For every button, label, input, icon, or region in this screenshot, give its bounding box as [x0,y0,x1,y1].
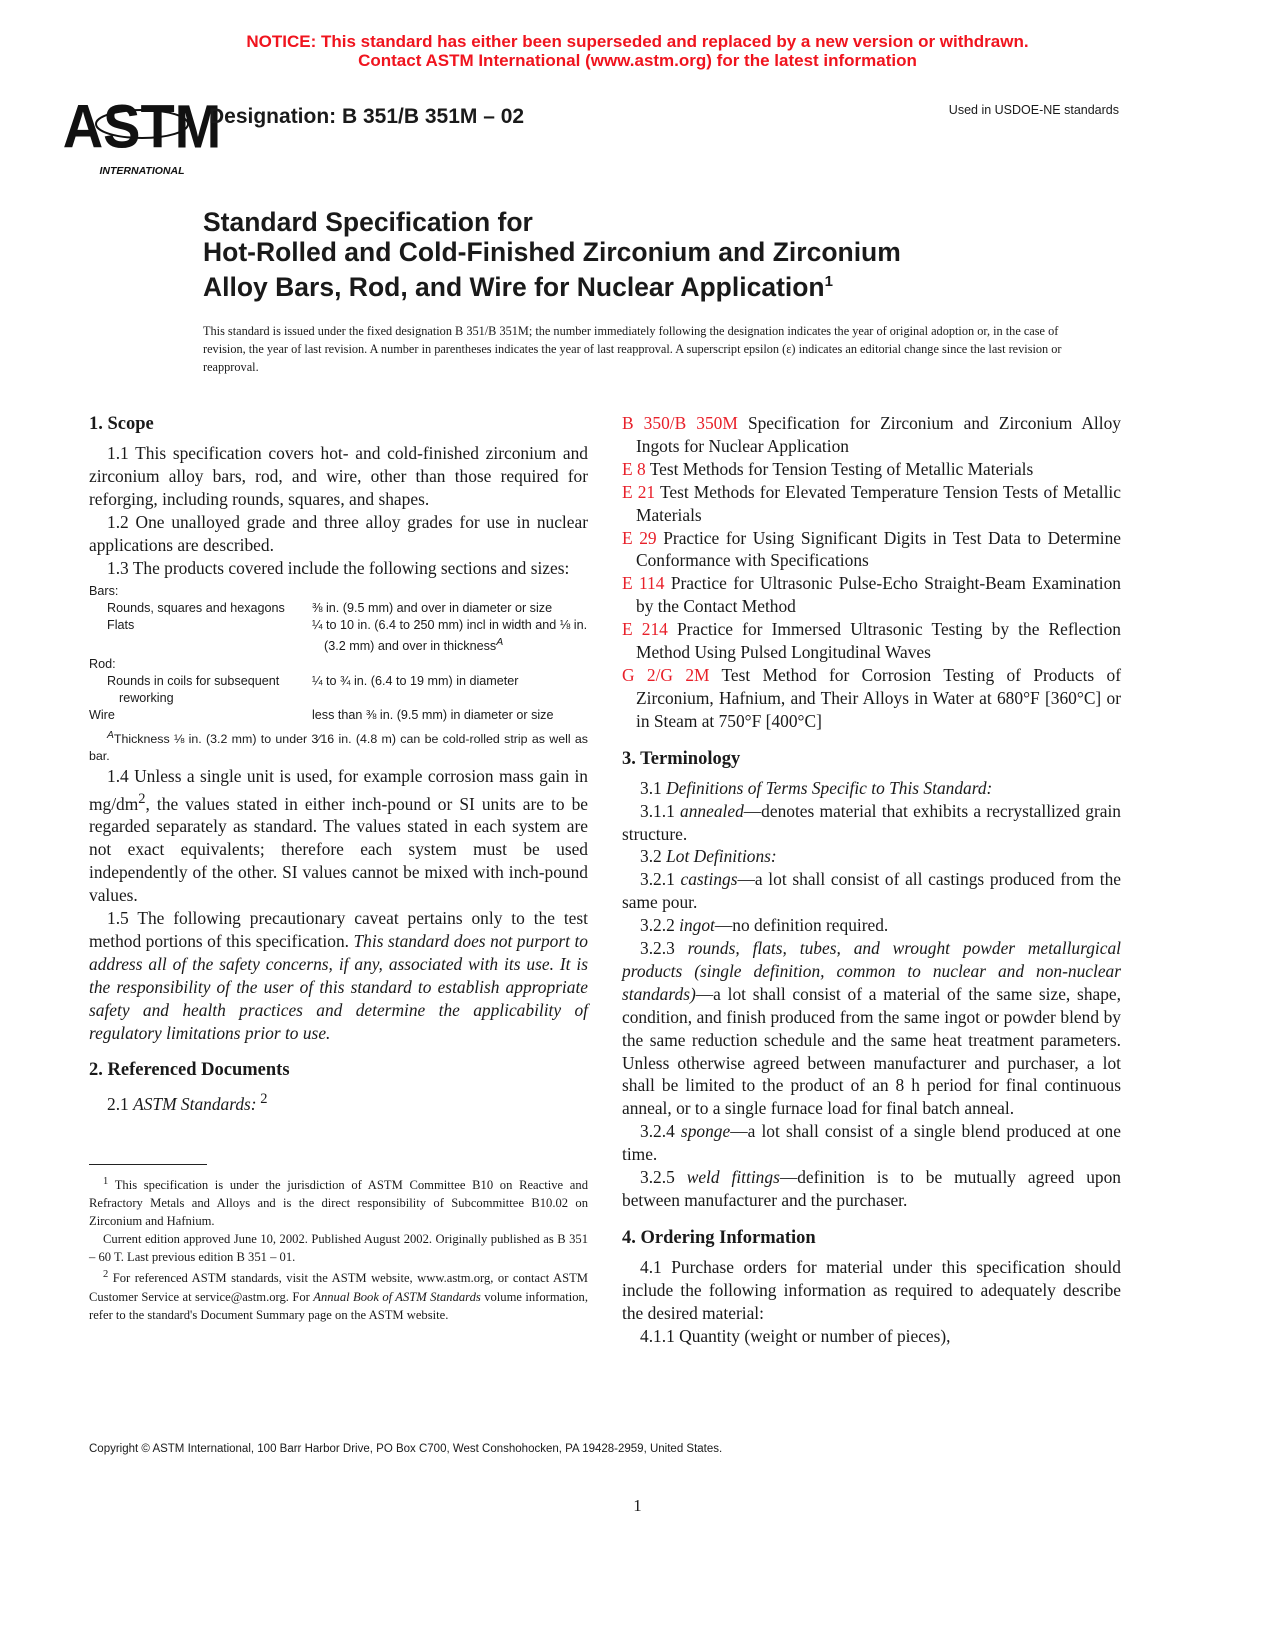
para-3-2-2 [622,914,1121,937]
reference-link[interactable]: B 350/B 350M [622,413,738,433]
section-1-heading: 1. Scope [89,414,154,434]
page-number: 1 [633,1496,642,1515]
reference-item [622,412,1121,458]
reference-item [622,527,1121,573]
text: Definitions of Terms Specific to This Standard: [666,777,993,798]
text: 3.1 [640,777,667,798]
text: Annual Book of ASTM Standards [313,1289,481,1304]
text: volume information, refer to the standard's Document Summary page on the ASTM website. [89,1289,588,1322]
reference-title: Practice for Using Significant Digits in Test Data to Determine Conformance with Specifications [636,527,1121,571]
footnote-divider [89,1164,207,1165]
para-3-2 [622,845,1121,868]
term: castings [680,869,738,890]
term: rounds, flats, tubes, and wrought powder metallurgical products (single definition, common to nuclear and non-nuclear standards) [622,938,1121,1004]
text: 3.2.4 [640,1121,681,1142]
reference-link[interactable]: E 8 [622,458,646,479]
reference-item [622,481,1121,527]
title-line-1: Standard Specification for [203,207,533,237]
para-3-2-5 [622,1166,1121,1212]
designation: Designation: B 351/B 351M – 02 [209,105,525,128]
reference-item [622,664,1121,733]
text: —a lot shall consist of a material of the same size, shape, condition, and finish produced from the same ingot or powder blend by the same reduction schedule and the same heat treatment parameters. Unless otherwise agreed between manufacturer and purchaser, a lot shall be limited to the product of an 8 h period for final continuous anneal, or to a single furnace load for final batch anneal. [622,983,1121,1119]
text: 2.1 [107,1094,134,1115]
para-1-3: 1.3 The products covered include the following sections and sizes: [107,557,570,578]
text: Lot Definitions: [666,846,777,867]
text: 1.5 The following precautionary caveat pertains only to the test method portions of this specification. [89,907,588,951]
superscript: 2 [138,790,146,807]
term: annealed [680,800,744,821]
term: weld fittings [686,1167,780,1188]
footnote-mark: 1 [103,1176,109,1188]
reference-link[interactable]: G 2/G 2M [622,664,710,685]
reference-title: Test Methods for Elevated Temperature Tension Tests of Metallic Materials [636,481,1121,525]
table-cell: ¼ to 10 in. (6.4 to 250 mm) incl in width and ⅛ in. (3.2 mm) and over in thickness [312,618,588,654]
footnote-mark: A [107,729,114,741]
para-3-2-1 [622,868,1121,914]
text: —denotes material that exhibits a recrystallized grain structure. [622,800,1121,844]
referenced-documents-list [622,412,1121,733]
section-4-heading: 4. Ordering Information [622,1227,816,1248]
text: —no definition required. [714,915,889,936]
para-1-4 [89,765,588,907]
para-3-2-3 [622,937,1121,1120]
table-group-bars: Bars: [89,584,119,599]
term: ingot [679,915,715,936]
title-line-2: Hot-Rolled and Cold-Finished Zirconium and Zirconium [203,237,901,267]
issuance-note: This standard is issued under the fixed designation B 351/B 351M; the number immediately following the designation indicates the year of original adoption or, in the case of revision, the year of last revision. A number in parentheses indicates the year of last reapproval. A superscript epsilon (ε) indicates an editorial change since the last revision or reapproval. [203,324,1062,374]
footnote-2 [89,1266,588,1323]
table-cell: ⅜ in. (9.5 mm) and over in diameter or size [312,601,553,616]
para-1-5 [89,907,588,1044]
superscript: 2 [256,1091,268,1108]
svg-text:INTERNATIONAL: INTERNATIONAL [99,165,185,177]
reference-link[interactable]: E 114 [622,573,665,594]
svg-text:ASTM: ASTM [62,93,222,162]
text: This specification is under the jurisdiction of ASTM Committee B10 on Reactive and Refractory Metals and Alloys and is the direct responsibility of Subcommittee B10.02 on Zirconium and Hafnium. [89,1178,588,1229]
table-cell: Rounds, squares and hexagons [107,601,285,616]
text: , the values stated in either inch-pound or SI units are to be regarded separately as standard. The values stated in each system are not exact equivalents; therefore each system must be used independently of the other. SI values cannot be mixed with inch-pound values. [89,793,588,906]
astm-logo [62,86,222,178]
table-cell: ¼ to ¾ in. (6.4 to 19 mm) in diameter [312,673,519,688]
text: For referenced ASTM standards, visit the ASTM website, www.astm.org, or contact ASTM Customer Service at service@astm.org. For [89,1271,588,1304]
text: —a lot shall consist of all castings produced from the same pour. [622,869,1121,913]
para-3-1-1 [622,800,1121,846]
text: 3.2.3 [640,938,688,959]
reference-title: Practice for Ultrasonic Pulse-Echo Straight-Beam Examination by the Contact Method [636,573,1121,617]
footnote-mark: 2 [103,1269,109,1281]
text: 3.2.5 [640,1167,687,1188]
text: 3.2.1 [640,869,681,890]
reference-item [622,458,1121,481]
reference-title: Specification for Zirconium and Zirconium Alloy Ingots for Nuclear Application [636,413,1121,456]
title-footnote-mark: 1 [824,273,833,290]
table-group-rod: Rod: [89,656,116,671]
reference-title: Practice for Immersed Ultrasonic Testing by the Reflection Method Using Pulsed Longitudinal Waves [636,619,1121,663]
reference-link[interactable]: E 21 [622,481,656,502]
copyright-footer: Copyright © ASTM International, 100 Barr Harbor Drive, PO Box C700, West Conshohocken, PA 19428-2959, United States. [89,1443,723,1455]
text: 3.2 [640,846,667,867]
document-title [203,207,901,302]
reference-title: Test Methods for Tension Testing of Metallic Materials [649,458,1034,479]
sizes-table [89,583,588,723]
table-group-wire: Wire [89,707,115,722]
para-2-1 [89,1088,588,1116]
text: —definition is to be mutually agreed upon between manufacturer and the purchaser. [622,1167,1121,1210]
text: 3.1.1 [640,800,681,821]
footnote-text: Thickness ⅛ in. (3.2 mm) to under 3⁄16 in. (4.8 m) can be cold-rolled strip as well as bar. [89,731,588,763]
text: 1.4 Unless a single unit is used, for example corrosion mass gain in mg/dm [89,765,588,814]
footnote-1 [89,1173,588,1230]
title-line-3: Alloy Bars, Rod, and Wire for Nuclear Application [203,271,825,302]
text: —a lot shall consist of a single blend produced at one time. [622,1121,1121,1165]
table-cell: Rounds in coils for subsequent reworking [107,673,280,705]
astm-logo-icon [62,86,222,178]
used-in-note: Used in USDOE-NE standards [948,103,1119,117]
table-cell: less than ⅜ in. (9.5 mm) in diameter or size [312,707,554,722]
section-2-heading: 2. Referenced Documents [89,1060,290,1081]
para-1-1: 1.1 This specification covers hot- and cold-finished zirconium and zirconium alloy bars, rod, and wire, other than those required for reforging, including rounds, squares, and shapes. [89,443,588,509]
notice-line-2: Contact ASTM International (www.astm.org) for the latest information [358,51,917,70]
reference-title: Test Method for Corrosion Testing of Products of Zirconium, Hafnium, and Their Alloys in Water at 680°F [360°C] or in Steam at 750°F [400°C] [636,664,1122,731]
reference-item [622,572,1121,618]
table-cell: Flats [107,618,135,633]
para-4-1-1: 4.1.1 Quantity (weight or number of pieces), [640,1325,951,1346]
para-1-2: 1.2 One unalloyed grade and three alloy grades for use in nuclear applications are described. [89,511,588,555]
text: ASTM Standards: [133,1094,257,1115]
para-3-1 [622,777,1121,800]
notice-line-1: NOTICE: This standard has either been superseded and replaced by a new version or withdrawn. [246,32,1029,51]
left-column [89,412,588,1324]
caveat-text: This standard does not purport to address all of the safety concerns, if any, associated with its use. It is the responsibility of the user of this standard to establish appropriate safety and health practices and determine the applicability of regulatory limitations prior to use. [89,930,588,1043]
term: sponge [680,1121,731,1142]
footnote-1-edition: Current edition approved June 10, 2002. Published August 2002. Originally published as B 351 – 60 T. Last previous edition B 351 – 01. [89,1232,588,1265]
table-footnote [89,727,588,765]
section-3-heading: 3. Terminology [622,748,741,769]
reference-link[interactable]: E 29 [622,527,657,548]
notice-banner [0,32,1275,70]
reference-item [622,618,1121,664]
reference-link[interactable]: E 214 [622,619,668,640]
para-3-2-4 [622,1120,1121,1166]
para-4-1: 4.1 Purchase orders for material under this specification should include the following information as required to adequately describe the desired material: [622,1256,1121,1323]
text: 3.2.2 [640,915,680,936]
table-footnote-mark: A [496,636,504,649]
right-column [622,412,1121,1348]
